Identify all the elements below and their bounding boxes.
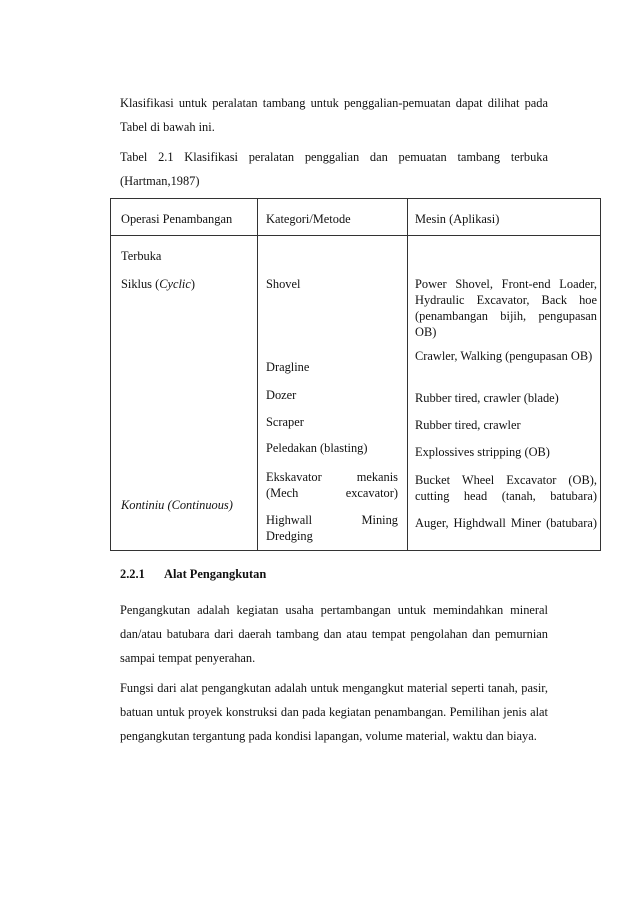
kontiniu-label: Kontiniu (Continuous): [121, 498, 233, 512]
method-highwall: Highwall Mining Dredging: [266, 513, 398, 543]
machine-dragline: Crawler, Walking (pengupasan OB): [415, 349, 593, 363]
method-dragline: Dragline: [266, 360, 310, 374]
header-kategori: Kategori/Metode: [266, 212, 351, 226]
paragraph-pengangkutan: Pengangkutan adalah kegiatan usaha pertambangan untuk memindahkan mineral dan/atau batubara dari daerah tambang dan atau tempat pengolahan dan pemurnian sampai tempat penyerahan.: [120, 603, 548, 665]
machine-scraper: Rubber tired, crawler: [415, 418, 521, 432]
intro-paragraph: Klasifikasi untuk peralatan tambang untuk penggalian-pemuatan dapat dilihat pada Tabel di bawah ini.: [120, 96, 548, 134]
method-peledakan: Peledakan (blasting): [266, 441, 368, 455]
section-heading: [120, 567, 266, 582]
table-caption: Tabel 2.1 Klasifikasi peralatan penggalian dan pemuatan tambang terbuka (Hartman,1987): [120, 150, 548, 188]
classification-table: [110, 198, 601, 551]
paragraph-fungsi: Fungsi dari alat pengangkutan adalah untuk mengangkut material seperti tanah, pasir, batuan untuk proyek konstruksi dan pada kegiatan penambangan. Pemilihan jenis alat pengangkutan tergantung pada kondisi lapangan, volume material, waktu dan biaya.: [120, 681, 548, 743]
table-divider: [257, 199, 258, 550]
section-terbuka: Terbuka: [121, 249, 162, 263]
method-shovel: Shovel: [266, 277, 301, 291]
header-operasi: Operasi Penambangan: [121, 212, 233, 226]
siklus-label: Siklus (Cyclic): [121, 277, 196, 291]
header-divider: [111, 235, 600, 236]
section-title: Alat Pengangkutan: [164, 567, 267, 581]
header-mesin: Mesin (Aplikasi): [415, 212, 500, 226]
table-divider: [407, 199, 408, 550]
machine-dozer: Rubber tired, crawler (blade): [415, 391, 559, 405]
machine-peledakan: Explossives stripping (OB): [415, 445, 550, 459]
method-dozer: Dozer: [266, 388, 297, 402]
machine-shovel: Power Shovel, Front-end Loader, Hydraulic Excavator, Back hoe (penambangan bijih, pengupasan OB): [415, 277, 597, 339]
machine-highwall: Auger, Highdwall Miner (batubara): [415, 516, 597, 530]
machine-ekskavator: Bucket Wheel Excavator (OB), cutting head (tanah, batubara): [415, 473, 597, 503]
section-number: 2.2.1: [120, 567, 145, 581]
method-ekskavator: Ekskavator mekanis (Mech excavator): [266, 470, 398, 500]
method-scraper: Scraper: [266, 415, 304, 429]
